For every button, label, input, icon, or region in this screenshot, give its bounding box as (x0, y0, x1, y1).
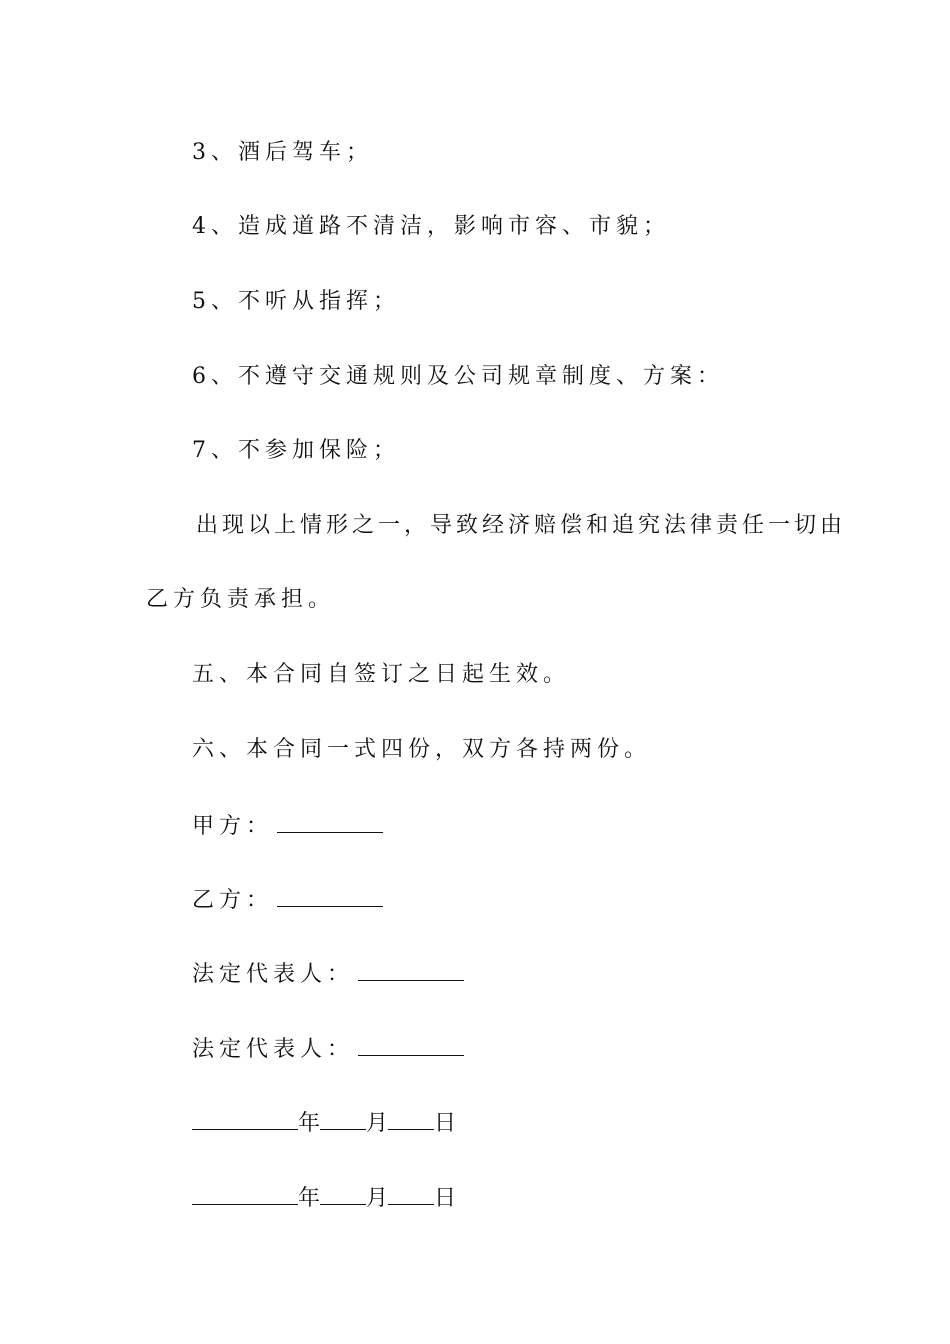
summary-line-1: 出现以上情形之一，导致经济赔偿和追究法律责任一切由 (196, 513, 847, 538)
party-b-blank[interactable] (277, 884, 383, 907)
date-b-day-label: 日 (434, 1186, 457, 1211)
list-item-no-insurance: 7、不参加保险； (192, 438, 400, 463)
party-a-signature-line (192, 810, 383, 842)
date-b-month-blank[interactable] (320, 1182, 366, 1205)
legal-rep-b-label: 法定代表人： (192, 1037, 355, 1062)
list-item-road-dirty: 4、造成道路不清洁，影响市容、市貌； (192, 214, 670, 239)
list-item-disobey-command: 5、不听从指挥； (192, 289, 400, 314)
date-b-month-label: 月 (366, 1186, 389, 1211)
date-a-day-blank[interactable] (388, 1107, 434, 1130)
date-a-month-blank[interactable] (320, 1107, 366, 1130)
date-b-day-blank[interactable] (388, 1182, 434, 1205)
date-a-day-label: 日 (434, 1111, 457, 1136)
party-b-label: 乙方： (192, 888, 274, 913)
date-line-a (192, 1107, 456, 1139)
legal-rep-b-line (192, 1033, 464, 1065)
party-a-blank[interactable] (277, 810, 383, 833)
date-a-year-blank[interactable] (192, 1107, 298, 1130)
legal-rep-a-blank[interactable] (358, 958, 464, 981)
list-item-drunk-driving: 3、酒后驾车； (192, 140, 373, 165)
party-b-signature-line (192, 884, 383, 916)
party-a-label: 甲方： (192, 814, 274, 839)
legal-rep-a-line (192, 958, 464, 990)
date-b-year-label: 年 (298, 1186, 321, 1211)
clause-six: 六、本合同一式四份，双方各持两份。 (192, 737, 652, 762)
legal-rep-b-blank[interactable] (358, 1033, 464, 1056)
summary-line-2: 乙方负责承担。 (146, 587, 336, 612)
list-item-traffic-rules: 6、不遵守交通规则及公司规章制度、方案： (192, 364, 724, 389)
date-line-b (192, 1182, 456, 1214)
date-a-year-label: 年 (298, 1111, 321, 1136)
date-b-year-blank[interactable] (192, 1182, 298, 1205)
clause-five: 五、本合同自签订之日起生效。 (192, 662, 571, 687)
legal-rep-a-label: 法定代表人： (192, 962, 355, 987)
date-a-month-label: 月 (366, 1111, 389, 1136)
